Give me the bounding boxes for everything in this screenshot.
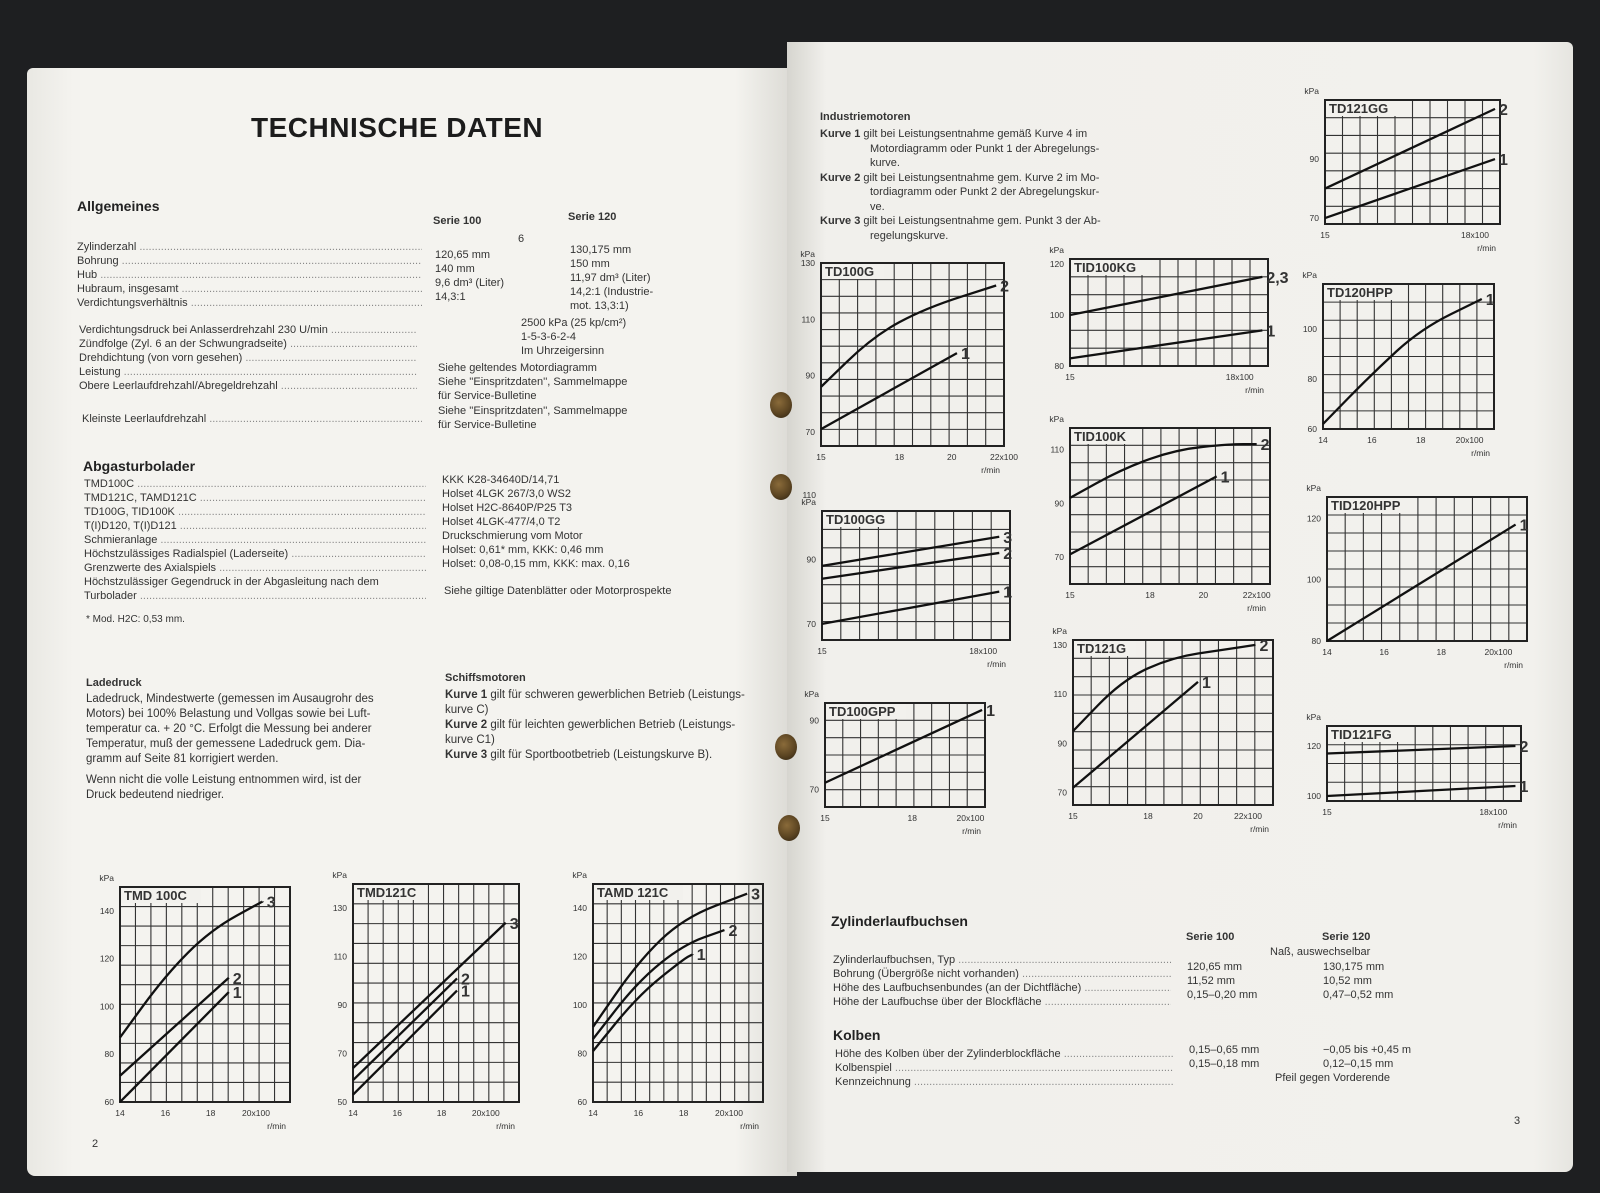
series-line xyxy=(1073,682,1198,788)
series-line xyxy=(821,286,996,387)
x-tick-label: 16 xyxy=(1367,435,1377,445)
y-tick-label: 50 xyxy=(337,1097,347,1107)
spec-label: Hubraum, insgesamt ..... xyxy=(77,282,422,296)
y-tick-label: 80 xyxy=(1311,636,1321,646)
series-label: 1 xyxy=(1485,292,1495,309)
y-tick-label: 140 xyxy=(99,905,114,916)
chart-title: TAMD 121C xyxy=(597,885,669,900)
spec-label: Grenzwerte des Axialspiels ..... xyxy=(84,561,426,575)
chart-title: TD121G xyxy=(1077,641,1127,656)
text-line: temperatur ca. + 20 °C. Erfolgt die Messung bei anderer xyxy=(86,723,372,735)
x-tick-label: 15 xyxy=(816,452,826,462)
x-tick-label: 15 xyxy=(1065,590,1075,600)
y-tick-label: 70 xyxy=(1309,213,1319,224)
y-tick-label: 110 xyxy=(333,951,347,962)
y-axis-label: kPa xyxy=(1306,483,1321,493)
kurve-text: kurve C) xyxy=(445,704,489,716)
spec-value: 14,3:1 xyxy=(435,291,466,303)
spec-value: für Service-Bulletine xyxy=(438,390,537,402)
y-tick-label: 110 xyxy=(802,489,816,500)
y-tick-label: 130 xyxy=(1052,639,1067,650)
text-line: Druck bedeutend niedriger. xyxy=(86,789,225,801)
spec-label: Bohrung (Übergröße nicht vorhanden) ..... xyxy=(833,967,1171,981)
section-heading-industrie: Industriemotoren xyxy=(820,111,911,123)
y-tick-label: 120 xyxy=(1306,513,1321,524)
x-tick-label: 15 xyxy=(1320,230,1330,240)
spec-label: Leistung ..... xyxy=(79,365,417,379)
x-tick-label: 15 xyxy=(1068,811,1078,821)
spec-label: Kleinste Leerlaufdrehzahl ..... xyxy=(82,412,422,426)
x-axis-label: r/min xyxy=(987,659,1006,669)
section-heading-kolben: Kolben xyxy=(833,1027,881,1043)
y-tick-label: 130 xyxy=(800,258,815,268)
series-label: 1 xyxy=(232,985,242,1003)
spec-value: Holset 4LGK 267/3,0 WS2 xyxy=(442,488,572,500)
spec-value: 130,175 mm xyxy=(1323,961,1385,973)
kurve-text: kurve. xyxy=(870,157,900,169)
y-tick-label: 110 xyxy=(1050,444,1064,455)
spec-value: 11,97 dm³ (Liter) xyxy=(570,272,651,284)
x-tick-label: 18 xyxy=(894,452,905,462)
kurve-text: regelungskurve. xyxy=(870,229,949,242)
x-tick-label: 14 xyxy=(1322,647,1332,657)
x-tick-label: 18 xyxy=(436,1108,447,1118)
spec-value: 9,6 dm³ (Liter) xyxy=(435,277,505,289)
y-tick-label: 70 xyxy=(806,618,816,629)
x-axis-label: r/min xyxy=(1250,824,1269,834)
x-tick-label: 14 xyxy=(115,1108,125,1118)
series-label: 1 xyxy=(986,702,995,720)
y-axis-label: kPa xyxy=(572,870,587,880)
series-label: 2 xyxy=(1000,278,1010,296)
series-label: 1 xyxy=(1266,323,1276,341)
section-heading-ladedruck: Ladedruck xyxy=(86,677,142,689)
series-line xyxy=(1327,786,1515,796)
spec-value: 150 mm xyxy=(570,258,610,270)
spec-label: Höhe des Laufbuchsenbundes (an der Dichtfläche) ..... xyxy=(833,981,1171,995)
x-tick-label: 15 xyxy=(1065,372,1075,382)
y-tick-label: 70 xyxy=(1054,552,1064,563)
col-header-serie100: Serie 100 xyxy=(1186,931,1235,943)
x-tick-label: 20x100 xyxy=(242,1108,270,1118)
y-tick-label: 130 xyxy=(332,903,347,914)
y-tick-label: 60 xyxy=(1307,424,1317,434)
series-label: 2 xyxy=(232,970,242,988)
series-label: 1 xyxy=(1499,152,1508,170)
text-line: Temperatur, muß der gemessene Ladedruck gem. Dia- xyxy=(86,738,366,750)
y-tick-label: 80 xyxy=(1054,361,1064,371)
x-axis-label: r/min xyxy=(1498,820,1517,830)
text-line: gramm auf Seite 81 korrigiert werden. xyxy=(86,753,279,765)
series-label: 1 xyxy=(461,983,470,1001)
y-tick-label: 80 xyxy=(1307,374,1317,384)
series-line xyxy=(1070,476,1217,554)
kurve-text: gilt bei Leistungsentnahme gemäß Kurve 4 im xyxy=(863,128,1088,140)
y-axis-label: kPa xyxy=(332,870,347,880)
chart-frame xyxy=(1070,428,1270,584)
series-label: 2 xyxy=(1499,101,1508,119)
spec-value: Holset 4LGK-477/4,0 T2 xyxy=(442,516,561,528)
spec-value: 10,52 mm xyxy=(1323,975,1372,987)
spec-value: −0,05 bis +0,45 m xyxy=(1323,1044,1412,1056)
x-axis-label: r/min xyxy=(962,826,981,836)
chart-title: TID100KG xyxy=(1074,260,1137,275)
series-line xyxy=(1070,277,1262,315)
y-tick-label: 120 xyxy=(99,953,114,964)
kurve-key: Kurve 1 xyxy=(820,128,861,140)
series-label: 3 xyxy=(751,886,761,904)
x-axis-label: r/min xyxy=(1245,385,1264,395)
x-tick-label: 16 xyxy=(160,1108,171,1118)
kurve-key: Kurve 2 xyxy=(820,171,861,184)
series-line xyxy=(120,901,263,1037)
spec-label: Höhe der Laufbuchse über der Blockfläche ..... xyxy=(833,995,1171,1009)
kurve-key: Kurve 1 xyxy=(445,689,488,701)
spec-label: Drehdichtung (von vorn gesehen) ..... xyxy=(79,351,417,365)
x-tick-label: 18x100 xyxy=(969,646,998,656)
text-line: Ladedruck, Mindestwerte (gemessen im Ausaugrohr des xyxy=(86,693,374,705)
spec-label: T(I)D120, T(I)D121 ..... xyxy=(84,519,426,533)
col-header-serie100: Serie 100 xyxy=(433,215,482,227)
chart-title: TD100GPP xyxy=(829,704,896,719)
spec-label: Zylinderzahl ..... xyxy=(77,240,422,254)
y-axis-label: kPa xyxy=(801,497,816,507)
kurve-text: kurve C1) xyxy=(445,734,495,746)
spec-value: Holset: 0,08-0,15 mm, KKK: max. 0,16 xyxy=(442,558,630,570)
y-axis-label: kPa xyxy=(800,249,815,259)
x-axis-label: r/min xyxy=(740,1121,759,1131)
spec-value: für Service-Bulletine xyxy=(438,419,537,431)
series-line xyxy=(353,923,506,1068)
text-line: Motors) bei 100% Belastung und Vollgas sowie bei Luft- xyxy=(86,708,371,720)
series-label: 1 xyxy=(1519,517,1529,535)
x-tick-label: 14 xyxy=(348,1108,358,1118)
y-axis-label: kPa xyxy=(1052,626,1067,636)
spec-value: Holset H2C-8640P/P25 T3 xyxy=(442,502,573,514)
spec-value: 11,52 mm xyxy=(1187,975,1236,987)
x-tick-label: 18 xyxy=(1436,647,1447,657)
spec-value: 2500 kPa (25 kp/cm²) xyxy=(521,317,627,329)
x-tick-label: 20x100 xyxy=(1484,647,1513,657)
spec-label: Zündfolge (Zyl. 6 an der Schwungradseite) ..... xyxy=(79,337,417,351)
spec-value: mot. 13,3:1) xyxy=(570,300,629,312)
x-tick-label: 18 xyxy=(205,1108,216,1118)
spec-label: Verdichtungsdruck bei Anlasserdrehzahl 230 U/min ..... xyxy=(79,323,417,337)
spec-value: KKK K28-34640D/14,71 xyxy=(442,474,560,486)
x-axis-label: r/min xyxy=(1247,603,1266,613)
kurve-text: ve. xyxy=(870,200,885,213)
series-label: 1 xyxy=(1202,674,1211,692)
y-tick-label: 100 xyxy=(572,1000,587,1011)
y-axis-label: kPa xyxy=(1306,712,1321,722)
spec-label: Obere Leerlaufdrehzahl/Abregeldrehzahl ..... xyxy=(79,379,417,393)
section-heading-zylinder: Zylinderlaufbuchsen xyxy=(831,913,968,929)
spec-value: Siehe ''Einspritzdaten'', Sammelmappe xyxy=(438,376,628,388)
x-tick-label: 15 xyxy=(1322,807,1332,817)
chart-frame xyxy=(1073,637,1273,805)
spec-label: Kennzeichnung ..... xyxy=(835,1075,1173,1089)
spec-value: 130,175 mm xyxy=(570,244,632,256)
spec-value: 0,47–0,52 mm xyxy=(1323,989,1394,1001)
kurve-key: Kurve 3 xyxy=(820,215,861,227)
series-label: 3 xyxy=(1003,529,1013,547)
x-tick-label: 22x100 xyxy=(990,452,1018,462)
series-label: 2 xyxy=(1260,437,1270,455)
y-tick-label: 110 xyxy=(801,314,815,325)
spec-value: 0,15–0,20 mm xyxy=(1187,989,1258,1001)
spec-value: Siehe ''Einspritzdaten'', Sammelmappe xyxy=(438,405,628,417)
chart-title: TID120HPP xyxy=(1331,498,1401,513)
spec-label: Bohrung ..... xyxy=(77,254,422,268)
y-tick-label: 90 xyxy=(1309,154,1319,165)
chart-title: TD121GG xyxy=(1329,101,1389,116)
x-tick-label: 18x100 xyxy=(1461,230,1489,240)
y-tick-label: 100 xyxy=(99,1001,114,1012)
section-heading-schiff: Schiffsmotoren xyxy=(445,672,526,684)
y-tick-label: 100 xyxy=(1302,324,1317,334)
series-label: 1 xyxy=(1003,584,1013,602)
section-heading-allgemeines: Allgemeines xyxy=(77,198,160,214)
spec-value: 120,65 mm xyxy=(435,249,491,261)
x-axis-label: r/min xyxy=(981,465,1000,475)
series-label: 1 xyxy=(960,346,970,364)
x-tick-label: 16 xyxy=(1379,647,1389,657)
spec-value: Holset: 0,61* mm, KKK: 0,46 mm xyxy=(442,544,604,556)
section-heading-abgas: Abgasturbolader xyxy=(83,458,196,474)
page-number-left: 2 xyxy=(92,1138,99,1150)
spec-label: Höchstzulässiger Gegendruck in der Abgasleitung nach dem xyxy=(84,576,379,588)
x-tick-label: 18 xyxy=(678,1108,689,1118)
spec-label: Schmieranlage ..... xyxy=(84,533,426,547)
y-axis-label: kPa xyxy=(1302,270,1317,280)
footnote: * Mod. H2C: 0,53 mm. xyxy=(86,614,185,625)
x-tick-label: 22x100 xyxy=(1242,590,1271,600)
x-tick-label: 20 xyxy=(1193,811,1203,821)
x-tick-label: 15 xyxy=(817,646,827,656)
x-tick-label: 16 xyxy=(392,1108,403,1118)
y-tick-label: 70 xyxy=(805,426,815,437)
spec-label: TMD121C, TAMD121C ..... xyxy=(84,491,426,505)
x-tick-label: 14 xyxy=(1318,435,1328,445)
spec-value: 140 mm xyxy=(435,263,475,275)
x-tick-label: 22x100 xyxy=(1234,811,1262,821)
spec-label: Höhe des Kolben über der Zylinderblockfläche ..... xyxy=(835,1047,1173,1061)
spec-value: 0,12–0,15 mm xyxy=(1323,1058,1394,1070)
col-header-serie120: Serie 120 xyxy=(568,211,617,223)
spec-value: Druckschmierung vom Motor xyxy=(442,530,583,542)
chart-title: TID121FG xyxy=(1331,727,1392,742)
y-tick-label: 90 xyxy=(1054,498,1064,509)
liner-type-value: Naß, auswechselbar xyxy=(1270,946,1371,958)
x-tick-label: 18 xyxy=(1145,590,1155,600)
kurve-text: gilt für schweren gewerblichen Betrieb (Leistungs- xyxy=(490,689,745,701)
series-label: 1 xyxy=(696,947,706,965)
series-line xyxy=(821,353,957,429)
kurve-text: tordiagramm oder Punkt 2 der Abregelungskur- xyxy=(870,186,1100,198)
series-label: 2,3 xyxy=(1266,269,1289,287)
y-tick-label: 100 xyxy=(1306,574,1321,585)
x-tick-label: 18 xyxy=(1143,811,1153,821)
series-label: 2 xyxy=(1003,545,1013,563)
series-label: 1 xyxy=(1519,779,1529,796)
series-label: 2 xyxy=(461,971,470,989)
y-tick-label: 110 xyxy=(1053,689,1067,700)
series-line xyxy=(1327,746,1515,754)
series-line xyxy=(593,894,747,1027)
spec-value: 0,15–0,65 mm xyxy=(1189,1044,1260,1056)
kurve-text: Motordiagramm oder Punkt 1 der Abregelungs- xyxy=(870,142,1100,155)
series-label: 3 xyxy=(266,894,276,912)
spec-value: Siehe geltendes Motordiagramm xyxy=(438,362,597,374)
y-tick-label: 70 xyxy=(1057,787,1067,798)
y-tick-label: 120 xyxy=(1306,741,1321,751)
y-tick-label: 140 xyxy=(572,903,587,914)
y-tick-label: 90 xyxy=(806,554,816,565)
chart-title: TD120HPP xyxy=(1327,285,1393,300)
series-label: 2 xyxy=(1519,739,1529,756)
y-tick-label: 90 xyxy=(337,1000,347,1011)
kurve-key: Kurve 3 xyxy=(445,749,488,761)
spec-label: Kolbenspiel ..... xyxy=(835,1061,1173,1075)
x-tick-label: 20x100 xyxy=(1455,435,1484,445)
y-tick-label: 120 xyxy=(1049,259,1064,270)
y-tick-label: 90 xyxy=(805,370,815,381)
y-tick-label: 70 xyxy=(337,1048,347,1059)
series-label: 3 xyxy=(509,915,519,933)
y-tick-label: 80 xyxy=(104,1049,114,1060)
spec-value: Pfeil gegen Vorderende xyxy=(1275,1072,1390,1084)
kurve-key: Kurve 2 xyxy=(445,719,488,731)
spec-label: TD100G, TID100K ..... xyxy=(84,505,426,519)
chart-title: TMD 100C xyxy=(124,888,187,903)
kurve-text: gilt bei Leistungsentnahme gem. Punkt 3 der Ab- xyxy=(863,215,1101,227)
y-tick-label: 60 xyxy=(104,1097,114,1107)
y-tick-label: 80 xyxy=(577,1048,587,1059)
chart-frame xyxy=(120,887,290,1102)
series-label: 2 xyxy=(728,923,738,941)
y-tick-label: 70 xyxy=(809,784,819,795)
page-title: TECHNISCHE DATEN xyxy=(251,112,544,143)
spec-value: 1-5-3-6-2-4 xyxy=(521,331,577,343)
y-axis-label: kPa xyxy=(804,689,819,699)
spec-label: Verdichtungsverhältnis ..... xyxy=(77,296,422,310)
x-axis-label: r/min xyxy=(1477,243,1496,253)
x-tick-label: 20 xyxy=(1198,590,1209,600)
spec-value: 120,65 mm xyxy=(1187,961,1243,973)
chart-title: TID100K xyxy=(1074,429,1127,444)
y-tick-label: 90 xyxy=(809,715,819,726)
x-axis-label: r/min xyxy=(1471,448,1490,458)
series-label: 2 xyxy=(1259,637,1269,655)
y-axis-label: kPa xyxy=(1049,414,1064,424)
y-axis-label: kPa xyxy=(1304,86,1319,96)
chart-title: TD100G xyxy=(825,264,875,279)
spec-label: Zylinderlaufbuchsen, Typ ..... xyxy=(833,953,1171,967)
kurve-text: gilt bei Leistungsentnahme gem. Kurve 2 im Mo- xyxy=(863,171,1100,184)
zylinderzahl-value: 6 xyxy=(518,233,525,245)
gegendruck-value: Siehe giltige Datenblätter oder Motorprospekte xyxy=(444,585,672,597)
series-line xyxy=(1070,330,1262,358)
x-tick-label: 18 xyxy=(907,813,918,823)
y-tick-label: 120 xyxy=(572,951,587,962)
x-axis-label: r/min xyxy=(267,1121,286,1131)
kurve-text: gilt für leichten gewerblichen Betrieb (Leistungs- xyxy=(490,719,736,731)
y-tick-label: 100 xyxy=(1306,791,1321,801)
spec-label: Turbolader ..... xyxy=(84,589,426,603)
x-axis-label: r/min xyxy=(1504,660,1523,670)
page-number-right: 3 xyxy=(1514,1115,1521,1127)
x-tick-label: 15 xyxy=(820,813,830,823)
col-header-serie120: Serie 120 xyxy=(1322,931,1371,943)
spec-label: TMD100C ..... xyxy=(84,477,426,491)
spec-value: 0,15–0,18 mm xyxy=(1189,1058,1260,1070)
y-tick-label: 90 xyxy=(1057,738,1067,749)
y-tick-label: 100 xyxy=(1049,310,1064,321)
x-tick-label: 16 xyxy=(633,1108,644,1118)
text-line: Wenn nicht die volle Leistung entnommen wird, ist der xyxy=(86,774,362,786)
spec-value: Im Uhrzeigersinn xyxy=(521,345,605,357)
y-axis-label: kPa xyxy=(99,873,114,883)
x-tick-label: 18x100 xyxy=(1225,372,1254,382)
series-label: 1 xyxy=(1220,469,1230,487)
y-tick-label: 60 xyxy=(577,1097,587,1107)
x-tick-label: 20 xyxy=(946,452,957,462)
series-line xyxy=(1325,109,1495,189)
x-tick-label: 20x100 xyxy=(471,1108,500,1118)
series-line xyxy=(1323,299,1482,424)
chart-title: TMD121C xyxy=(357,885,417,900)
spec-value: 14,2:1 (Industrie- xyxy=(570,286,654,298)
kurve-text: gilt für Sportbootbetrieb (Leistungskurve B). xyxy=(490,749,713,761)
spec-label: Hub ..... xyxy=(77,268,422,282)
spec-label: Höchstzulässiges Radialspiel (Laderseite) ..... xyxy=(84,547,426,561)
x-tick-label: 20x100 xyxy=(715,1108,743,1118)
chart-title: TD100GG xyxy=(826,512,886,527)
x-tick-label: 14 xyxy=(588,1108,598,1118)
x-tick-label: 18 xyxy=(1415,435,1426,445)
x-tick-label: 20x100 xyxy=(956,813,985,823)
x-axis-label: r/min xyxy=(496,1121,515,1131)
y-axis-label: kPa xyxy=(1049,245,1064,255)
x-tick-label: 18x100 xyxy=(1479,807,1508,817)
